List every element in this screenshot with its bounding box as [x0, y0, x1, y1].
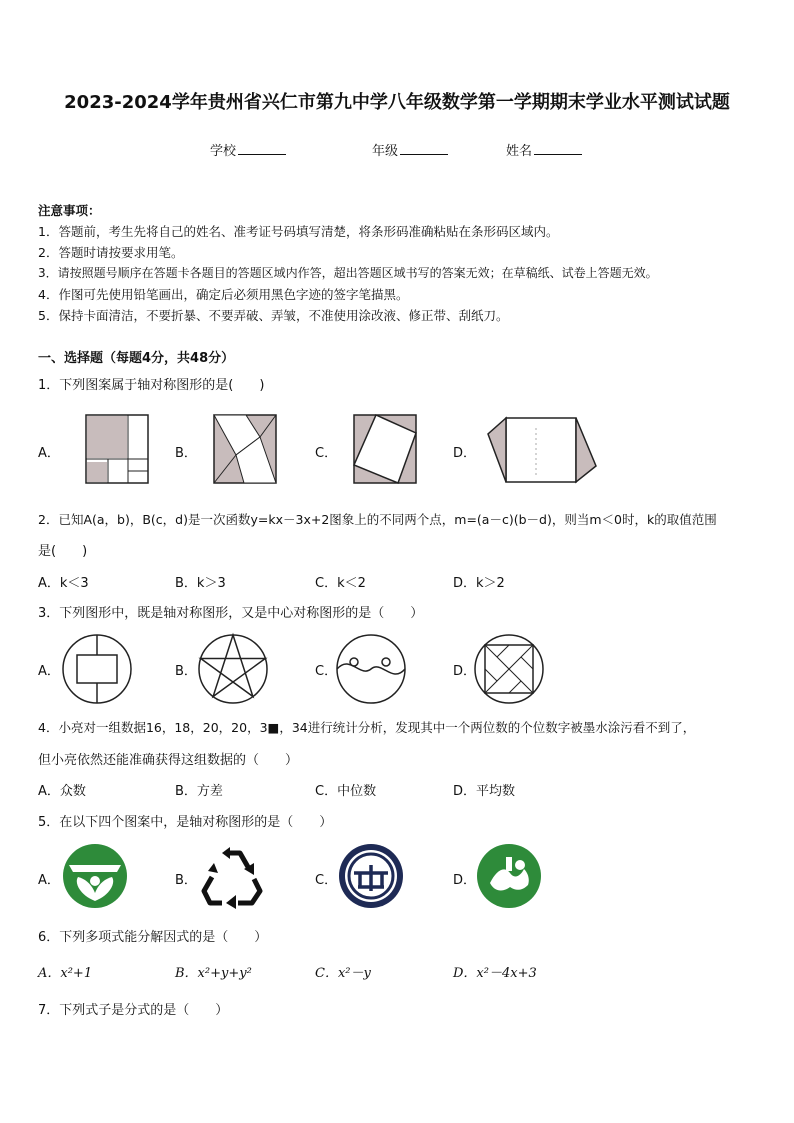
question-3: 3．下列图形中，既是轴对称图形，又是中心对称图形的是（ ）	[38, 606, 424, 621]
q6-option-d[interactable]: D．x²－4x+3	[453, 966, 537, 981]
green-wave-logo-icon	[476, 843, 544, 911]
q3-option-b[interactable]: B．	[175, 664, 197, 679]
question-4-cont: 但小亮依然还能准确获得这组数据的（ ）	[38, 753, 299, 768]
q1-option-c[interactable]: C．	[315, 446, 338, 461]
q6-option-b[interactable]: B．x²+y+y²	[175, 966, 252, 981]
q3-option-d[interactable]: D．	[453, 664, 477, 679]
navy-emblem-icon	[338, 843, 406, 911]
question-2: 2．已知A(a，b)，B(c，d)是一次函数y=kx－3x+2图象上的不同两个点，m=(a－c)(b－d)，则当m＜0时，k的取值范围	[38, 512, 717, 527]
q1-figure-d	[484, 418, 600, 484]
q3-option-c[interactable]: C．	[315, 664, 338, 679]
q1-figure-b	[214, 415, 278, 485]
q3-figure-d	[474, 634, 546, 706]
question-1: 1．下列图案属于轴对称图形的是( )	[38, 378, 265, 393]
note-item: 3．请按照题号顺序在答题卡各题目的答题区域内作答，超出答题区域书写的答案无效；在草稿纸、试卷上答题无效。	[38, 266, 658, 280]
q4-option-d[interactable]: D．平均数	[453, 784, 516, 799]
q3-figure-b	[198, 634, 270, 706]
q2-option-c[interactable]: C．k＜2	[315, 576, 366, 591]
q6-option-a[interactable]: A．x²+1	[38, 966, 93, 981]
q5-option-d[interactable]: D．	[453, 873, 477, 888]
q6-option-c[interactable]: C．x²－y	[315, 966, 371, 981]
note-item: 4．作图可先使用铅笔画出，确定后必须用黑色字迹的签字笔描黑。	[38, 287, 409, 302]
school-label: 学校	[210, 144, 237, 159]
q5-option-b[interactable]: B．	[175, 873, 197, 888]
q2-option-d[interactable]: D．k＞2	[453, 576, 505, 591]
q1-option-d[interactable]: D．	[453, 446, 477, 461]
grade-field[interactable]	[372, 140, 448, 159]
question-6: 6．下列多项式能分解因式的是（ ）	[38, 930, 268, 945]
q4-option-c[interactable]: C．中位数	[315, 784, 377, 799]
page-title: 2023-2024学年贵州省兴仁市第九中学八年级数学第一学期期末学业水平测试试题	[64, 92, 730, 113]
q1-figure-a	[86, 415, 150, 485]
q1-option-a[interactable]: A．	[38, 446, 60, 461]
q4-option-b[interactable]: B．方差	[175, 784, 223, 799]
green-food-logo-icon	[62, 843, 130, 911]
section-heading: 一、选择题（每题4分，共48分）	[38, 351, 235, 366]
q5-option-a[interactable]: A．	[38, 873, 60, 888]
name-label: 姓名	[506, 144, 533, 159]
q3-option-a[interactable]: A．	[38, 664, 60, 679]
q1-option-b[interactable]: B．	[175, 446, 197, 461]
question-7: 7．下列式子是分式的是（ ）	[38, 1003, 229, 1018]
question-2-cont: 是( )	[38, 544, 88, 559]
q2-option-a[interactable]: A．k＜3	[38, 576, 89, 591]
note-item: 1．答题前，考生先将自己的姓名、准考证号码填写清楚，将条形码准确粘贴在条形码区域内。	[38, 224, 559, 239]
grade-label: 年级	[372, 144, 399, 159]
q5-option-c[interactable]: C．	[315, 873, 338, 888]
school-field[interactable]	[210, 140, 286, 159]
notes-heading: 注意事项：	[38, 203, 101, 218]
name-field[interactable]	[506, 140, 582, 159]
q1-figure-c	[354, 415, 418, 485]
q2-option-b[interactable]: B．k＞3	[175, 576, 226, 591]
question-5: 5．在以下四个图案中，是轴对称图形的是（ ）	[38, 815, 333, 830]
note-item: 5．保持卡面清洁，不要折暴、不要弄破、弄皱，不准使用涂改液、修正带、刮纸刀。	[38, 308, 509, 323]
q3-figure-a	[62, 634, 134, 706]
q3-figure-c	[336, 634, 408, 706]
note-item: 2．答题时请按要求用笔。	[38, 245, 184, 260]
q4-option-a[interactable]: A．众数	[38, 784, 86, 799]
question-4: 4．小亮对一组数据16，18，20，20，3■，34进行统计分析，发现其中一个两位数的个位数字被墨水涂污看不到了，	[38, 720, 696, 735]
recycle-icon	[200, 843, 268, 911]
